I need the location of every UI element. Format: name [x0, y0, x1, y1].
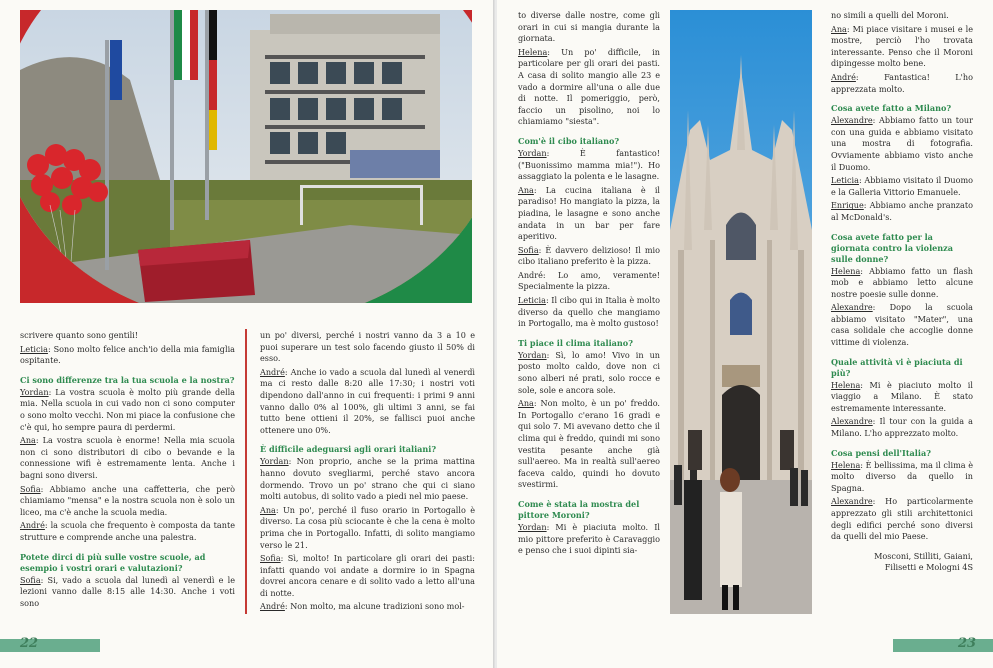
speaker-name: Yordan [20, 386, 49, 397]
paragraph [518, 245, 660, 268]
red-divider-line [245, 329, 247, 614]
speaker-name: Leticia [20, 343, 48, 354]
speaker-name: Yordan [518, 147, 547, 158]
paragraph-text: André: Lo amo, veramente! Specialmente la pizza. [518, 269, 660, 292]
signature-line-1: Mosconi, Stilliti, Gaiani, [874, 550, 973, 561]
paragraph [831, 380, 973, 415]
paragraph [831, 302, 973, 348]
paragraph-text: un po' diversi, perché i nostri vanno da 3 a 10 e puoi superare un test solo facendo giusto il 50% di esso. [260, 330, 475, 364]
section-heading: Cosa avete fatto a Milano? [831, 103, 952, 114]
paragraph-text: : Fantastica! L'ho apprezzata molto. [831, 71, 973, 94]
milan-duomo-photo [670, 10, 812, 614]
speaker-name: Sofia [20, 574, 41, 585]
paragraph [20, 387, 235, 433]
paragraph [831, 175, 973, 198]
right-page [497, 0, 993, 668]
paragraph-text: : Anche io vado a scuola dal lunedì al venerdì ma ci resto dalle 8:20 alle 17:30; i nostri voti dipendono dall'anno in cui frequenti: i primi 9 anni vanno dallo 0% al 100%, gli ultimi 3 anni, se fai tutto bene ottieni il 20%, se fallisci puoi anche ottenere uno 0%. [260, 366, 475, 435]
paragraph [20, 344, 235, 367]
speaker-name: Helena [831, 379, 861, 390]
paragraph-text: : Si, vado a scuola dal lunedì al venerdì e le lezioni vanno dalle 8:15 alle 14:30. Anche i voti sono [20, 574, 235, 608]
paragraph-text: : Ho particolarmente apprezzato gli stili architettonici degli edifici perché sono diversi da quelli del mio Paese. [831, 496, 973, 542]
section-heading: Com'è il cibo italiano? [518, 135, 620, 146]
paragraph-text: : Abbiamo fatto un tour con una guida e abbiamo visitato una mostra di fotografia. Ovviamente abbiamo visto anche il Duomo. [831, 115, 973, 172]
paragraph-text: : È fantastico! ("Buonissimo mamma mia!"). Ho assaggiato la polenta e le lasagne. [518, 147, 660, 182]
paragraph [831, 24, 973, 70]
paragraph-text: : Il tour con la guida a Milano. L'ho apprezzato molto. [831, 416, 973, 439]
speaker-name: Sofia [260, 553, 281, 564]
text-column-4 [831, 10, 973, 574]
paragraph-text: : Non proprio, anche se la prima mattina hanno dovuto svegliarmi, perché stavo ancora dormendo. Trovo un po' strano che qui ci siano molti autobus, di solito vado a piedi nel mio paese. [260, 456, 475, 502]
paragraph [260, 367, 475, 437]
speaker-name: Helena [831, 265, 861, 276]
section-heading: Quale attività vi è piaciuta di più? [831, 356, 963, 378]
section-heading: Come è stata la mostra del pittore Moroni? [518, 498, 640, 520]
speaker-name: Yordan [518, 521, 547, 532]
speaker-name: Sofia [518, 244, 539, 255]
paragraph-text: : Non molto, ma alcune tradizioni sono mol- [284, 601, 465, 612]
paragraph [20, 330, 235, 342]
paragraph-text: : Un po' difficile, in particolare per gli orari dei pasti. A casa di solito mangio alle 23 e vado a dormire all'una o alle due di notte. Il pomeriggio, però, faccio un pisolino, noi lo chiamiamo "siesta". [518, 46, 660, 127]
section-heading: Cosa avete fatto per la giornata contro la violenza sulle donne? [831, 231, 954, 264]
page-number-left: 22 [20, 636, 39, 651]
paragraph [518, 185, 660, 243]
paragraph-text: : Mi è piaciuta molto. Il mio pittore preferito è Caravaggio e penso che i suoi dipinti sia- [518, 521, 660, 556]
paragraph [518, 398, 660, 491]
speaker-name: Leticia [518, 295, 546, 306]
section-heading: Potete dirci di più sulle vostre scuole, ad esempio i vostri orari e valutazioni? [20, 551, 206, 573]
text-column-1 [20, 330, 235, 611]
speaker-name: Enrique [831, 200, 864, 211]
paragraph-text: : Mi è piaciuto molto il viaggio a Milano. È stato estremamente interessante. [831, 379, 973, 413]
paragraph-text: : Abbiamo fatto un flash mob e abbiamo letto alcune nostre poesie sulle donne. [831, 265, 973, 299]
author-signature [831, 551, 973, 574]
paragraph-text: : Non molto, è un po' freddo. In Portogallo c'erano 16 gradi e qui solo 7. Mi avevano detto che il clima qui è freddo, quindi mi sono vestita pesante anche già sull'aereo. Ma in realtà sull'aereo faceva caldo, quindi ho dovuto svestirmi. [518, 398, 660, 490]
speaker-name: André [831, 71, 856, 82]
section-heading: Ci sono differenze tra la tua scuola e la nostra? [20, 374, 235, 385]
paragraph-text: no simili a quelli del Moroni. [831, 10, 949, 20]
paragraph [518, 270, 660, 293]
left-page [0, 0, 495, 668]
paragraph-text: : Abbiamo anche una caffetteria, che però chiamiamo "mensa" e la nostra scuola non è solo un liceo, ma c'è anche la scuola media. [20, 483, 235, 517]
paragraph [518, 350, 660, 396]
speaker-name: Alexandre [831, 496, 873, 507]
speaker-name: Ana [518, 398, 534, 409]
paragraph [518, 295, 660, 330]
paragraph-text: : È davvero delizioso! Il mio cibo italiano preferito è la pizza. [518, 244, 660, 267]
speaker-name: Alexandre [831, 302, 873, 313]
paragraph [518, 47, 660, 128]
paragraph [518, 522, 660, 557]
paragraph [831, 10, 973, 22]
speaker-name: Ana [260, 504, 276, 515]
speaker-name: Alexandre [831, 416, 873, 427]
paragraph [831, 72, 973, 95]
paragraph [518, 148, 660, 183]
paragraph [831, 496, 973, 542]
duomo-illustration [670, 10, 812, 614]
paragraph-text: : La cucina italiana è il paradiso! Ho mangiato la pizza, la piadina, le lasagne e sono anche andata in un bar per fare aperitivo. [518, 184, 660, 242]
speaker-name: André [260, 601, 285, 612]
paragraph-text: scrivere quanto sono gentili! [20, 330, 139, 340]
signature-line-2: Filisetti e Mologni 4S [884, 562, 973, 573]
footer-bar-left [0, 639, 100, 652]
speaker-name: André [20, 520, 45, 531]
paragraph-text: : Sì, lo amo! Vivo in un posto molto caldo, dove non ci sono alberi né prati, solo rocce e sole, sole e ancora sole. [518, 349, 660, 395]
speaker-name: Ana [20, 435, 36, 446]
paragraph-text: : Dopo la scuola abbiamo visitato "Mater", una casa solidale che accoglie donne vittime di violenza. [831, 302, 973, 348]
paragraph [831, 460, 973, 495]
paragraph [260, 601, 475, 613]
paragraph-text: : Mi piace visitare i musei e le mostre, perciò l'ho trovata interessante. Penso che il Moroni dipingesse molto bene. [831, 23, 973, 69]
paragraph [260, 553, 475, 599]
page-number-right: 23 [958, 636, 977, 651]
speaker-name: André [260, 366, 285, 377]
section-heading: Ti piace il clima italiano? [518, 337, 633, 348]
text-column-2 [260, 330, 475, 615]
speaker-name: Helena [518, 46, 548, 57]
paragraph [20, 575, 235, 610]
paragraph-text: : la scuola che frequento è composta da tante strutture e comprende anche una palestra. [20, 520, 235, 542]
speaker-name: Yordan [518, 349, 547, 360]
paragraph [260, 505, 475, 551]
paragraph-text: : Abbiamo visitato il Duomo e la Galleria Vittorio Emanuele. [831, 175, 973, 197]
paragraph-text: : Sì, molto! In particolare gli orari dei pasti: infatti quando voi andate a dormire io in Spagna dovrei ancora cenare e di solito vado a letto all'una di notte. [260, 553, 475, 598]
section-heading: È difficile adeguarsi agli orari italiani? [260, 444, 437, 455]
paragraph-text: : La vostra scuola è enorme! Nella mia scuola non ci sono distributori di cibo o bevande e la connessione wifi è estremamente lenta. Anche i bagni sono diversi. [20, 435, 235, 480]
paragraph [831, 200, 973, 223]
section-heading: Cosa pensi dell'Italia? [831, 447, 931, 458]
paragraph-text: to diverse dalle nostre, come gli orari in cui si mangia durante la giornata. [518, 10, 660, 44]
speaker-name: Ana [518, 184, 534, 195]
school-courtyard-photo [20, 10, 472, 303]
paragraph [20, 484, 235, 519]
paragraph-text: : È bellissima, ma il clima è molto diverso da quello in Spagna. [831, 459, 973, 493]
speaker-name: Sofia [20, 483, 41, 494]
paragraph-text: : Un po', perché il fuso orario in Portogallo è diverso. La cosa più sciocante è che la cena è molto prima che in Portogallo. Infatti, di solito mangiamo verso le 21. [260, 504, 475, 550]
paragraph-text: : Il cibo qui in Italia è molto diverso da quello che mangiamo in Portogallo, ma è molto gustoso! [518, 295, 660, 329]
paragraph [20, 435, 235, 481]
paragraph [831, 266, 973, 301]
paragraph [260, 456, 475, 502]
paragraph [831, 115, 973, 173]
paragraph-text: : La vostra scuola è molto più grande della mia. Nella scuola in cui vado non ci sono computer o sono molto vecchi. Non mi piace la confusione che c'è qui, ho sempre paura di perdermi. [20, 386, 235, 432]
speaker-name: Alexandre [831, 115, 873, 126]
school-courtyard-illustration [20, 10, 472, 303]
paragraph [518, 10, 660, 45]
paragraph [20, 520, 235, 543]
speaker-name: Ana [831, 23, 847, 34]
paragraph-text: : Sono molto felice anch'io della mia famiglia ospitante. [20, 343, 235, 366]
speaker-name: Helena [831, 459, 861, 470]
paragraph [831, 416, 973, 439]
speaker-name: Yordan [260, 456, 289, 467]
footer-bar-right [893, 639, 993, 652]
paragraph-text: : Abbiamo anche pranzato al McDonald's. [831, 200, 973, 222]
text-column-3 [518, 10, 660, 559]
speaker-name: Leticia [831, 175, 859, 186]
paragraph [260, 330, 475, 365]
